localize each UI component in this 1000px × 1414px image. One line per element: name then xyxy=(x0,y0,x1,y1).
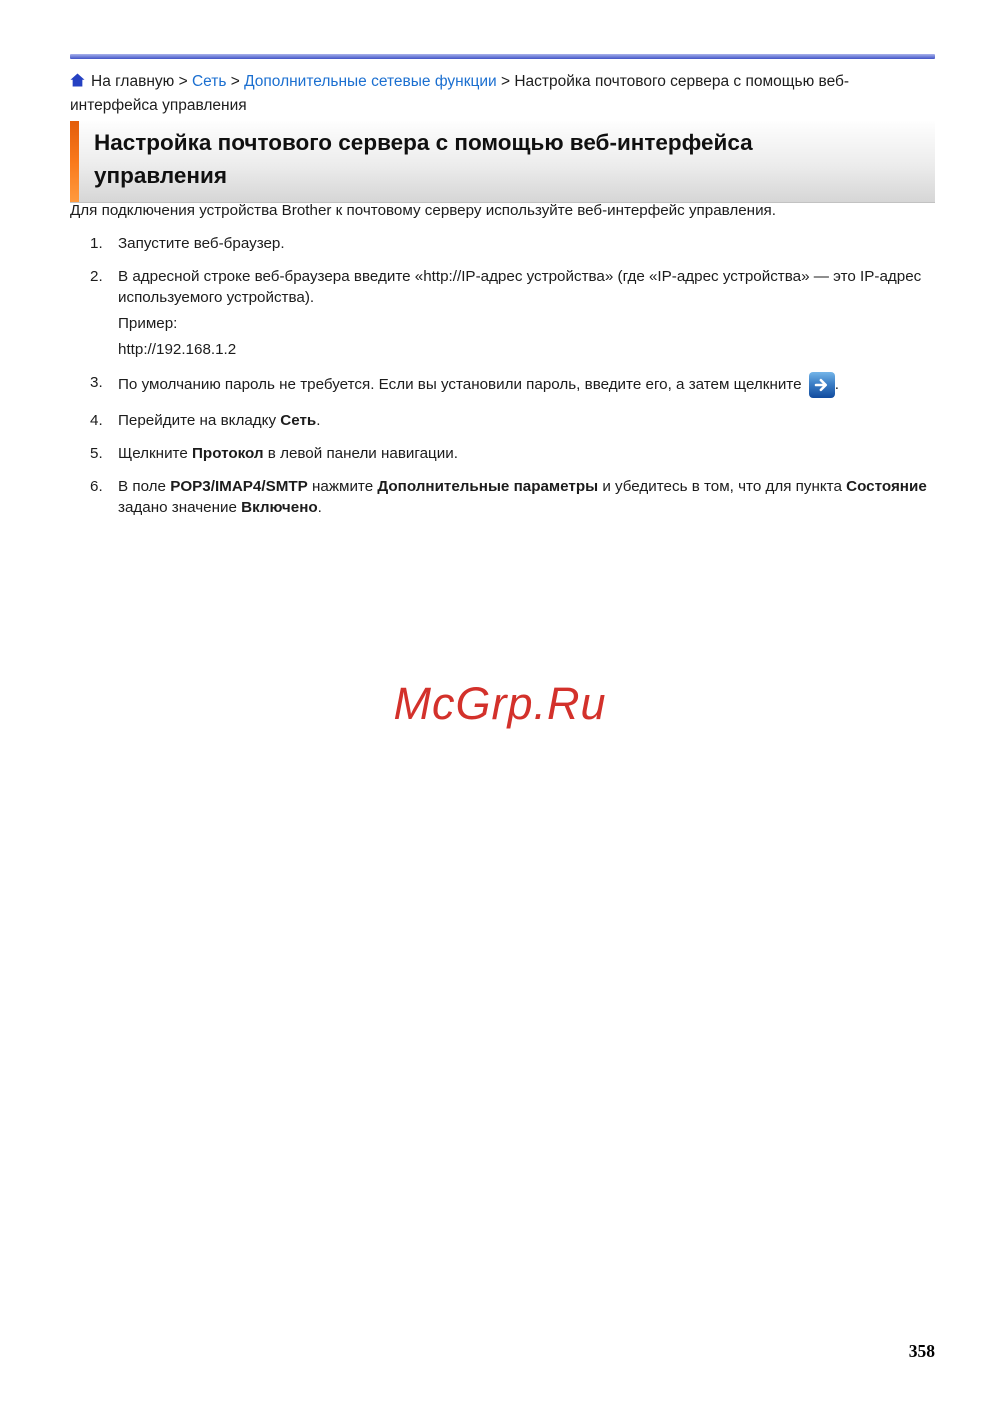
step-text-bold: Дополнительные параметры xyxy=(377,478,599,495)
step-item xyxy=(90,372,935,398)
step-sub-line: http://192.168.1.2 xyxy=(118,341,237,358)
step-text: и убедитесь в том, что для пункта xyxy=(598,478,847,495)
breadcrumb-link[interactable]: Сеть xyxy=(191,73,227,90)
steps-list xyxy=(70,233,935,518)
step-item xyxy=(90,476,935,518)
step-text: . xyxy=(834,376,839,394)
breadcrumb-text[interactable]: На главную xyxy=(91,73,175,90)
step-number: 3. xyxy=(90,374,103,391)
step-number: 6. xyxy=(90,478,103,495)
page-number: 358 xyxy=(908,1341,935,1361)
title-accent-bar xyxy=(70,121,79,202)
step-text: Щелкните xyxy=(118,445,193,462)
step-text: По умолчанию пароль не требуется. Если вы установили пароль, введите его, а затем щелкните xyxy=(118,376,806,394)
step-body xyxy=(118,372,935,398)
breadcrumb-text: Настройка почтового сервера с помощью веб-интерфейса управления xyxy=(70,73,850,114)
breadcrumb-separator: > xyxy=(174,73,192,90)
step-item xyxy=(90,410,935,431)
step-body xyxy=(118,410,935,431)
step-number: 2. xyxy=(90,268,103,285)
step-text-line xyxy=(118,443,935,464)
login-arrow-icon xyxy=(809,372,835,398)
step-text-line xyxy=(118,233,935,254)
step-text: в левой панели навигации. xyxy=(263,445,458,462)
step-text: нажмите xyxy=(307,478,378,495)
home-icon[interactable] xyxy=(70,71,85,94)
step-text-bold: Сеть xyxy=(280,412,317,429)
top-divider-rule xyxy=(70,54,935,59)
breadcrumb xyxy=(70,70,936,117)
step-body xyxy=(118,443,935,464)
step-text: задано значение xyxy=(118,499,242,516)
content-area xyxy=(70,200,935,518)
step-body xyxy=(118,233,935,254)
step-text-line xyxy=(118,410,935,431)
step-text-bold: POP3/IMAP4/SMTP xyxy=(170,478,308,495)
step-item xyxy=(90,443,935,464)
step-text: Перейдите на вкладку xyxy=(118,412,281,429)
step-text-line xyxy=(118,476,935,518)
step-text: . xyxy=(316,412,321,429)
step-item xyxy=(90,266,935,360)
watermark-text: McGrp.Ru xyxy=(393,678,607,729)
step-number: 5. xyxy=(90,445,103,462)
intro-paragraph: Для подключения устройства Brother к почтовому серверу используйте веб-интерфейс управления. xyxy=(70,202,777,219)
step-text: . xyxy=(317,499,322,516)
step-text: Запустите веб-браузер. xyxy=(118,235,285,252)
section-title-block xyxy=(70,121,935,203)
step-text: В поле xyxy=(118,478,171,495)
breadcrumb-link[interactable]: Дополнительные сетевые функции xyxy=(244,73,497,90)
step-text-line xyxy=(118,266,935,308)
step-sub-line: Пример: xyxy=(118,315,178,332)
breadcrumb-separator: > xyxy=(496,73,515,90)
step-number: 1. xyxy=(90,235,103,252)
page-title: Настройка почтового сервера с помощью веб-интерфейса управления xyxy=(94,130,753,188)
step-body xyxy=(118,476,935,518)
step-number: 4. xyxy=(90,412,103,429)
step-item xyxy=(90,233,935,254)
step-body xyxy=(118,266,935,360)
step-text-bold: Состояние xyxy=(846,478,927,495)
breadcrumb-separator: > xyxy=(226,73,245,90)
step-text-bold: Включено xyxy=(241,499,318,516)
step-text: В адресной строке веб-браузера введите «http://IP-адрес устройства» (где «IP-адрес устройства» — это IP-адрес используемого устройства). xyxy=(118,268,922,306)
step-text-bold: Протокол xyxy=(192,445,264,462)
step-text-line xyxy=(118,372,935,398)
breadcrumb-segments xyxy=(70,73,849,114)
